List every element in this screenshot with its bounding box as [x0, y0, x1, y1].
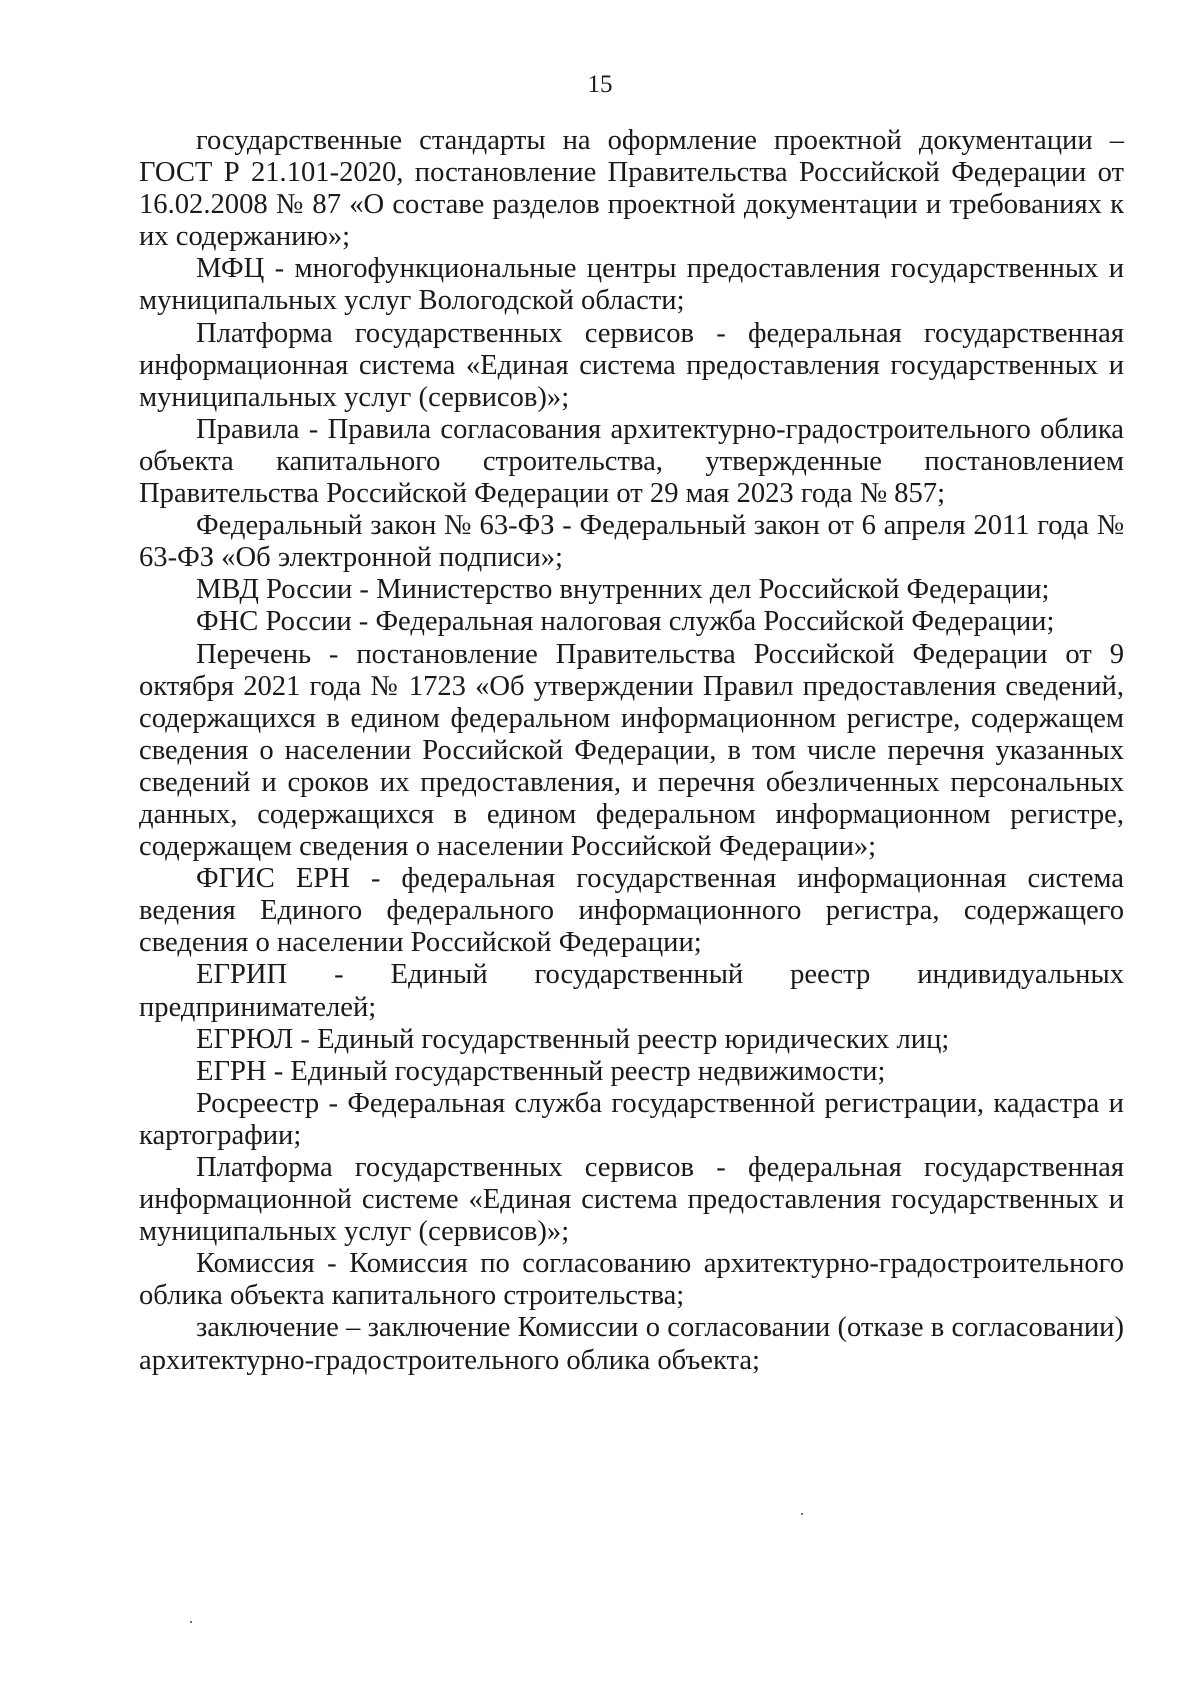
paragraph-commission: Комиссия - Комиссия по согласованию архитектурно-градостроительного облика объекта капитального строительства; — [139, 1248, 1124, 1312]
paragraph-conclusion: заключение – заключение Комиссии о согласовании (отказе в согласовании) архитектурно-градостроительного облика объекта; — [139, 1312, 1124, 1376]
paragraph-mfc: МФЦ - многофункциональные центры предоставления государственных и муниципальных услуг Вологодской области; — [139, 253, 1124, 317]
paragraph-perechen: Перечень - постановление Правительства Российской Федерации от 9 октября 2021 года № 1723 «Об утверждении Правил предоставления сведений, содержащихся в едином федеральном информационном регистре, содержащем сведения о населении Российской Федерации, в том числе перечня указанных сведений и сроков их предоставления, и перечня обезличенных персональных данных, содержащихся в едином федеральном информационном регистре, содержащем сведения о населении Российской Федерации»; — [139, 638, 1124, 863]
page-number: 15 — [587, 71, 613, 98]
paragraph-fns: ФНС России - Федеральная налоговая служба Российской Федерации; — [196, 606, 1055, 638]
paragraph-rosreestr: Росреестр - Федеральная служба государственной регистрации, кадастра и картографии; — [139, 1087, 1124, 1151]
paragraph-rules: Правила - Правила согласования архитектурно-градостроительного облика объекта капитального строительства, утвержденные постановлением Правительства Российской Федерации от 29 мая 2023 года № 857; — [139, 413, 1124, 510]
paragraph-fgis-ern: ФГИС ЕРН - федеральная государственная информационная система ведения Единого федерального информационного регистра, содержащего сведения о населении Российской Федерации; — [139, 863, 1124, 959]
scan-speck — [190, 1621, 192, 1623]
document-body — [139, 125, 1124, 1377]
paragraph-gov-services-platform-2: Платформа государственных сервисов - федеральная государственная информационной системе «Единая система предоставления государственных и муниципальных услуг (сервисов)»; — [139, 1152, 1124, 1248]
paragraph-egrul: ЕГРЮЛ - Единый государственный реестр юридических лиц; — [196, 1023, 950, 1055]
paragraph-mvd: МВД России - Министерство внутренних дел Российской Федерации; — [196, 574, 1050, 606]
paragraph-egrip: ЕГРИП - Единый государственный реестр индивидуальных предпринимателей; — [139, 959, 1124, 1023]
paragraph-federal-law-63: Федеральный закон № 63-ФЗ - Федеральный закон от 6 апреля 2011 года № 63-ФЗ «Об электронной подписи»; — [139, 510, 1124, 574]
paragraph-egrn: ЕГРН - Единый государственный реестр недвижимости; — [196, 1055, 886, 1087]
paragraph-gost-standards: государственные стандарты на оформление проектной документации – ГОСТ Р 21.101-2020, постановление Правительства Российской Федерации от 16.02.2008 № 87 «О составе разделов проектной документации и требованиях к их содержанию»; — [139, 125, 1124, 253]
scan-speck — [801, 1513, 803, 1515]
paragraph-gov-services-platform: Платформа государственных сервисов - федеральная государственная информационная система «Единая система предоставления государственных и муниципальных услуг (сервисов)»; — [139, 317, 1124, 413]
